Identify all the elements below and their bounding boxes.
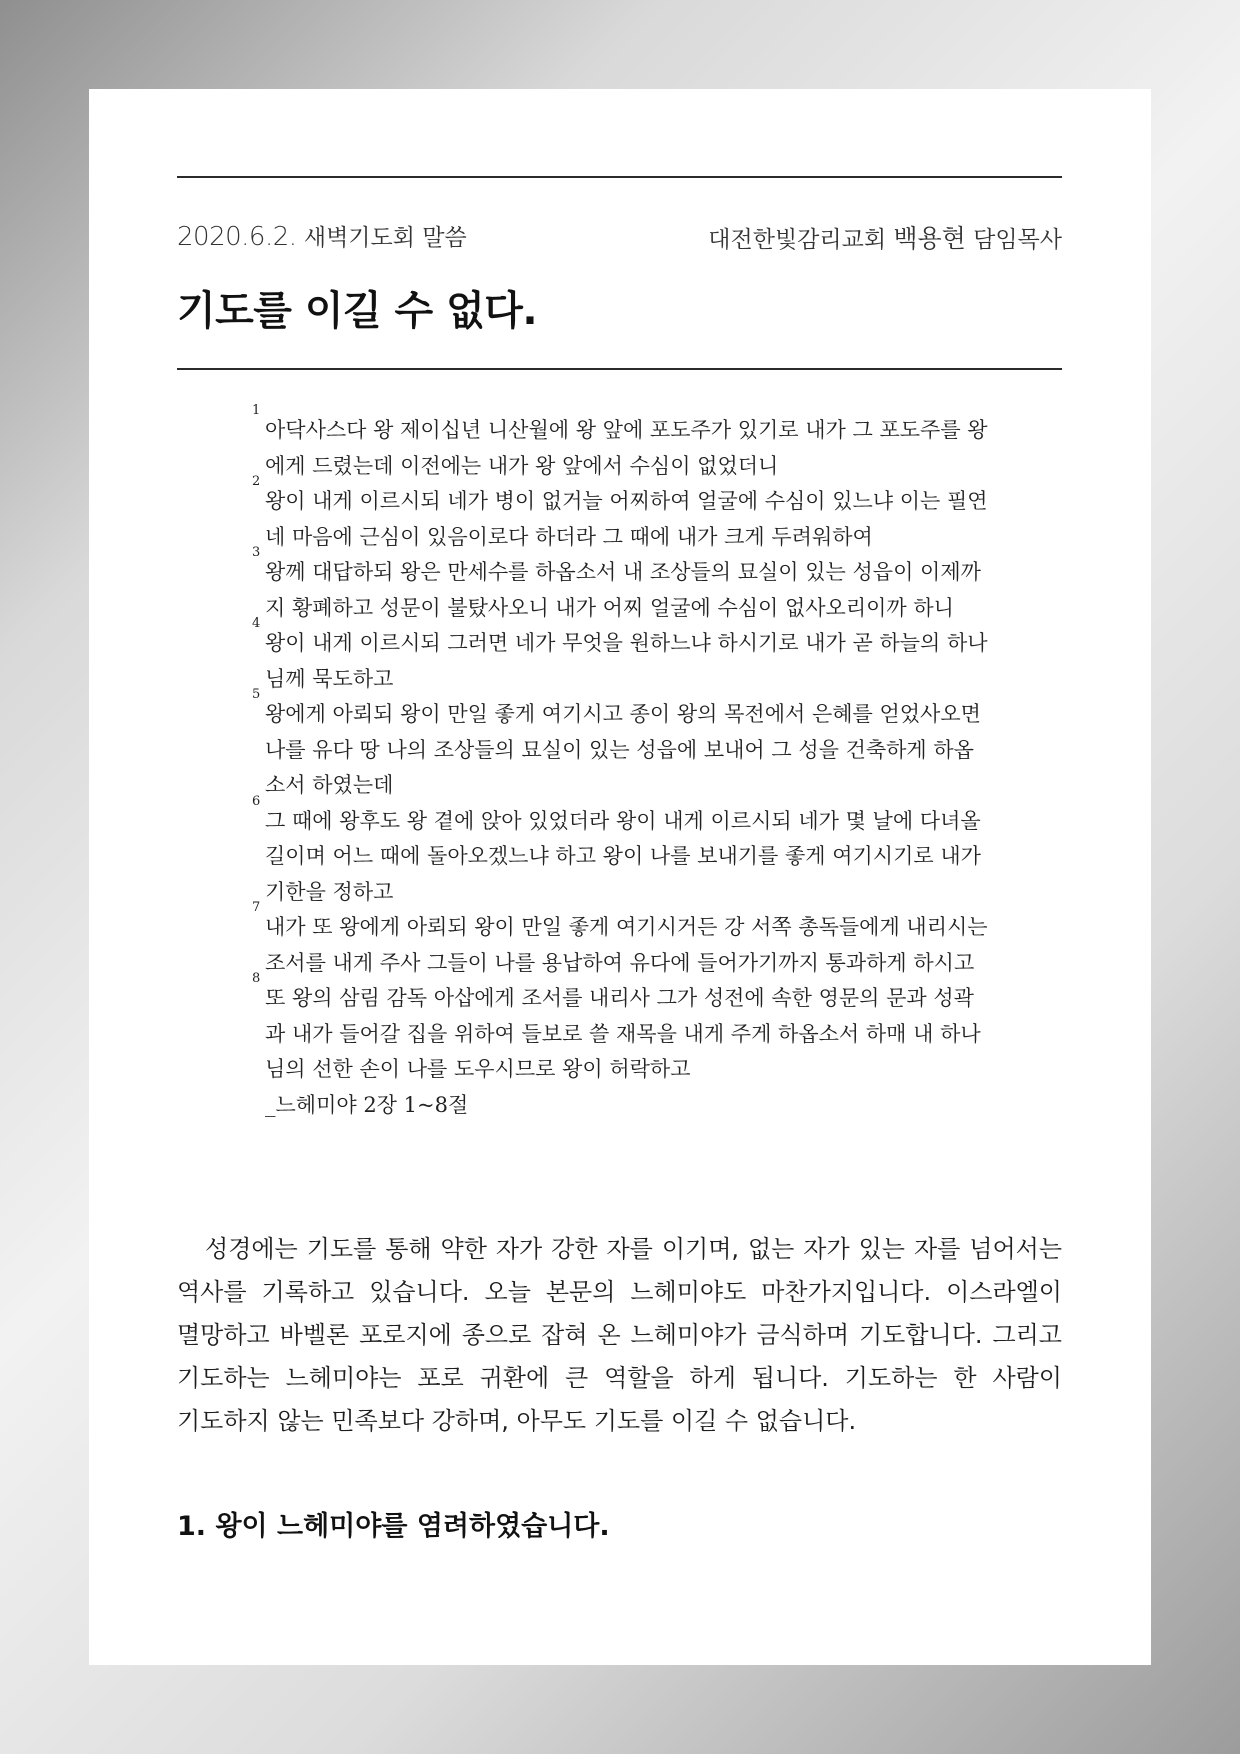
verse-text: 왕에게 아뢰되 왕이 만일 좋게 여기시고 종이 왕의 목전에서 은혜를 얻었사오면 나를 유다 땅 나의 조상들의 묘실이 있는 성읍에 보내어 그 성을 건축하게 하옵소서 하였는데 [265, 702, 981, 797]
section-heading: 1. 왕이 느헤미야를 염려하였습니다. [177, 1511, 610, 1542]
church-info [708, 219, 1062, 255]
pastor-name: 백용현 [893, 224, 966, 253]
verse-number: 5 [252, 687, 261, 702]
church-name: 대전한빛감리교회 [708, 227, 887, 253]
sermon-info [177, 219, 467, 252]
scripture-verse [252, 971, 989, 1088]
header-top-rule [177, 176, 1062, 178]
header-bottom-rule [177, 368, 1062, 370]
scripture-verse [252, 687, 989, 804]
document-page [89, 89, 1151, 1665]
verse-text: 왕께 대답하되 왕은 만세수를 하옵소서 내 조상들의 묘실이 있는 성읍이 이제까지 황폐하고 성문이 불탔사오니 내가 어찌 얼굴에 수심이 없사오리이까 하니 [265, 560, 981, 620]
verse-text: 내가 또 왕에게 아뢰되 왕이 만일 좋게 여기시거든 강 서쪽 총독들에게 내리시는 조서를 내게 주사 그들이 나를 용납하여 유다에 들어가기까지 통과하게 하시고 [265, 915, 988, 975]
verse-number: 2 [252, 474, 261, 489]
verse-text: 그 때에 왕후도 왕 곁에 앉아 있었더라 왕이 내게 이르시되 네가 몇 날에 다녀올 길이며 어느 때에 돌아오겠느냐 하고 왕이 나를 보내기를 좋게 여기시기로 내가 기한을 정하고 [265, 808, 981, 904]
scripture-passage [252, 403, 989, 1123]
verse-number: 6 [252, 793, 261, 809]
verse-text: 아닥사스다 왕 제이십년 니산월에 왕 앞에 포도주가 있기로 내가 그 포도주를 왕에게 드렸는데 이전에는 내가 왕 앞에서 수심이 없었더니 [265, 418, 988, 478]
verse-text: 또 왕의 삼림 감독 아삽에게 조서를 내리사 그가 성전에 속한 영문의 문과 성곽과 내가 들어갈 집을 위하여 들보로 쓸 재목을 내게 주게 하옵소서 하매 내 하나님의 선한 손이 나를 도우시므로 왕이 허락하고 [265, 986, 981, 1081]
document-title: 기도를 이길 수 없다. [177, 288, 538, 334]
verse-text: 왕이 내게 이르시되 그러면 네가 무엇을 원하느냐 하시기로 내가 곧 하늘의 하나님께 묵도하고 [265, 631, 988, 691]
scripture-verse [252, 616, 989, 697]
sermon-date: 2020.6.2. [177, 222, 297, 252]
scripture-verse [252, 403, 989, 484]
scripture-verse [252, 474, 989, 555]
scripture-verse [252, 545, 989, 626]
body-paragraph: 성경에는 기도를 통해 약한 자가 강한 자를 이기며, 없는 자가 있는 자를 넘어서는 역사를 기록하고 있습니다. 오늘 본문의 느헤미야도 마찬가지입니다. 이스라엘이 멸망하고 바벨론 포로지에 종으로 잡혀 온 느헤미야가 금식하며 기도합니다. 그리고 기도하는 느헤미야는 포로 귀환에 큰 역할을 하게 됩니다. 기도하는 한 사람이 기도하지 않는 민족보다 강하며, 아무도 기도를 이길 수 없습니다. [177, 1235, 1062, 1435]
verse-number: 1 [252, 403, 261, 418]
verse-number: 8 [252, 971, 261, 986]
pastor-role: 담임목사 [973, 227, 1062, 253]
scripture-verse [252, 793, 989, 911]
scripture-citation: _느헤미야 2장 1~8절 [265, 1092, 469, 1117]
sermon-event: 새벽기도회 말씀 [303, 225, 467, 251]
verse-number: 7 [252, 900, 261, 915]
scripture-verse [252, 900, 989, 981]
verse-number: 3 [252, 545, 261, 560]
verse-text: 왕이 내게 이르시되 네가 병이 없거늘 어찌하여 얼굴에 수심이 있느냐 이는 필연 네 마음에 근심이 있음이로다 하더라 그 때에 내가 크게 두려워하여 [265, 489, 988, 549]
verse-number: 4 [252, 616, 261, 631]
